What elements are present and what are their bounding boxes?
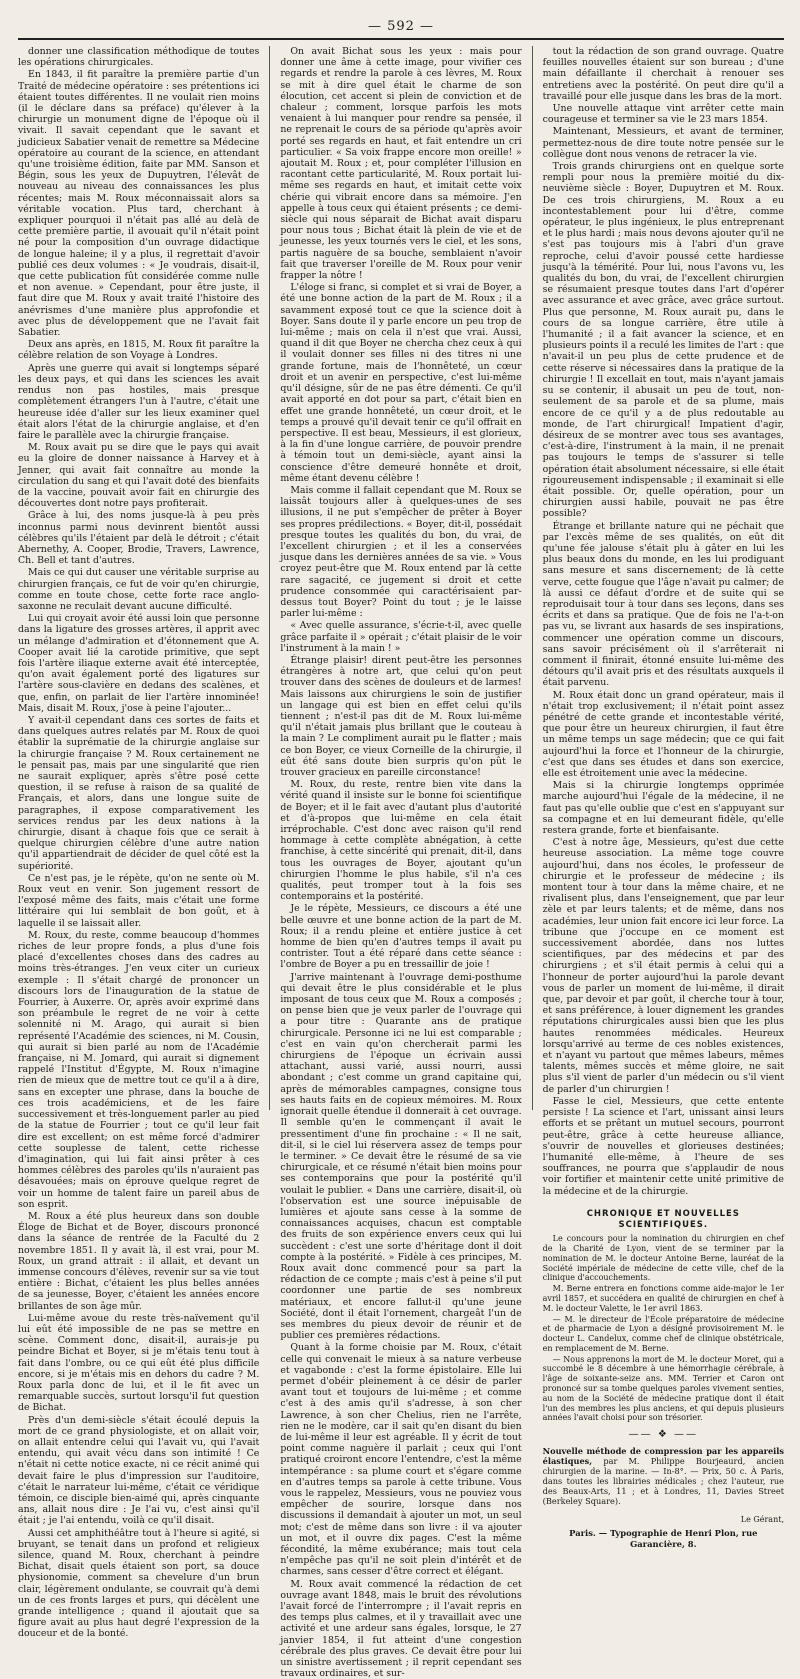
paragraph: M. Roux, du reste, comme beaucoup d'hommes riches de leur propre fonds, a plus d'une fois placé d'excellentes choses dans des cadres au moins très-étranges. J'en veux citer un curieux exemple : Il s'était chargé de prononcer un discours lors de l'inauguration de la statue de Fourrier, à Auxerre. Or, après avoir exprimé dans son préambule le regret de ne voir à cette solennité ni M. Arago, qui aurait si bien représenté l'Académie des sciences, ni M. Cousin, qui aurait si bien parlé au nom de l'Académie française, ni M. Jomard, qui aurait si dignement rappelé l'Institut d'Égypte, M. Roux n'imagine rien de mieux que de mettre tout ce qu'il a à dire, sans en excepter une phrase, dans la bouche de ces trois académiciens, et de les faire successivement et très-longuement parler au pied de la statue de Fourrier ; tout ce qu'il leur fait dire est excellent; on est même forcé d'admirer cette souplesse de talent, cette richesse d'imagination, qui lui fait ainsi prêter à ces hommes célèbres des paroles qu'ils n'auraient pas désavouées; mais on éprouve quelque regret de voir un homme de talent faire un pareil abus de son esprit. bbox=[18, 929, 260, 1210]
column-divider bbox=[269, 46, 270, 1110]
paragraph: Mais si la chirurgie longtemps opprimée marche aujourd'hui l'égale de la médecine, il ne faut pas qu'elle oublie que c'est en s'appuyant sur sa compagne et en lui demeurant fidèle, qu'elle restera grande, forte et bienfaisante. bbox=[542, 780, 784, 837]
book-announcement bbox=[543, 1446, 784, 1506]
paragraph: M. Roux a été plus heureux dans son double Éloge de Bichat et de Boyer, discours prononcé dans la séance de rentrée de la Faculté du 2 novembre 1851. Il y avait là, il est vrai, pour M. Roux, un grand attrait : il allait, et devant un immense concours d'élèves, revenir sur sa vie tout entière : Bichat, c'étaient les plus belles années de sa jeunesse, Boyer, c'étaient les années encore brillantes de son âge mûr. bbox=[18, 1210, 260, 1312]
news-item: — Nous apprenons la mort de M. le docteur Moret, qui a succombé le 8 décembre à une hémorrhagie cérébrale, à l'âge de soixante-seize ans. MM. Terrier et Caron ont prononcé sur sa tombe quelques paroles vivement senties, au nom de la Société de médecine pratique dont il était l'un des membres les plus anciens, et qui depuis plusieurs années l'avait choisi pour son trésorier. bbox=[542, 1354, 784, 1423]
paragraph: Trois grands chirurgiens ont en quelque sorte rempli pour nous la première moitié du dix-neuvième siècle : Boyer, Dupuytren et M. Roux. De ces trois chirurgiens, M. Roux a eu incontestablement pour lui d'être, comme opérateur, le plus ingénieux, le plus entreprenant et le plus hardi ; mais nous devons ajouter qu'il ne s'est pas toujours mis à l'abri d'un grave reproche, celui d'avoir poussé cette hardiesse jusqu'à la témérité. Pour lui, nous l'avons vu, les qualités du bon, du vrai, de l'excellent chirurgien se résumaient presque toutes dans l'art d'opérer avec assurance et avec grâce, avec grâce surtout. Plus que personne, M. Roux aurait pu, dans le cours de sa longue carrière, être utile à l'humanité ; il a fait avancer la science, et en plusieurs points il a reculé les limites de l'art : que n'avait-il un peu plus de cette prudence et de cette réserve si nécessaires dans la pratique de la chirurgie ! Il excellait en tout, mais n'ayant jamais su se contenir, il abusait un peu de tout, non-seulement de sa parole et de sa plume, mais encore de ce qu'il y a de plus redoutable au monde, de l'art chirurgical! Impatient d'agir, désireux de se montrer avec tous ses avantages, c'est-à-dire, l'instrument à la main, il ne prenait pas toujours le temps de s'assurer si telle opération était absolument nécessaire, si elle était rigoureusement indispensable ; il examinait si elle était possible. Or, quelle opération, pour un chirurgien aussi habile, pouvait ne pas être possible? bbox=[542, 161, 784, 520]
paragraph: M. Roux, du reste, rentre bien vite dans la vérité quand il insiste sur le bonne foi scientifique de Boyer; et il le fait avec d'autant plus d'autorité et d'à-propos que lui-même en cela était irréprochable. C'est donc avec raison qu'il rend hommage à cette complète abnégation, à cette franchise, à cette sincérité qui prenait, dit-il, dans tous les ouvrages de Boyer, ajoutant qu'un chirurgien l'homme le plus habile, s'il n'a ces qualités, peut tromper tout à la fois ses contemporains et la postérité. bbox=[280, 779, 522, 903]
paragraph: M. Roux avait pu se dire que le pays qui avait eu la gloire de donner naissance à Harvey et à Jenner, qui avait fait connaître au monde la circulation du sang et qui l'avait doté des bienfaits de la vaccine, pouvait avoir fait en chirurgie des découvertes dont notre pays profiterait. bbox=[18, 442, 260, 510]
news-item: — M. le directeur de l'École préparatoire de médecine et de pharmacie de Lyon a désigné provisoirement M. le docteur L. Candelux, comme chef de clinique obstétricale, en remplacement de M. Berne. bbox=[542, 1314, 784, 1353]
book-details: par M. Philippe Bourjeaurd, ancien chirurgien de la marine. — In-8°. — Prix, 50 c. À Paris, dans toutes les librairies médicales ; chez l'auteur, rue des Beaux-Arts, 11 ; et à Londres, 11, Davies Street (Berkeley Square). bbox=[542, 1456, 784, 1507]
gerant-signature: Le Gérant, bbox=[740, 1515, 784, 1525]
paragraph: Aussi cet amphithéâtre tout à l'heure si agité, si bruyant, se tenait dans un profond et religieux silence, quand M. Roux, cherchant à peindre Bichat, disait quels étaient son port, sa douce physionomie, comment sa chevelure d'un brun clair, légèrement ondulante, se couvrait qu'à demi un de ces fronts larges et purs, qui décèlent une grande intelligence ; quand il ajoutait que sa figure avait au plus haut degré l'expression de la douceur et de la bonté. bbox=[18, 1527, 260, 1640]
paragraph: Lui-même avoue du reste très-naïvement qu'il lui eût été impossible de ne pas se mettre en scène. Comment donc, disait-il, aurais-je pu peindre Bichat et Boyer, si je m'étais tenu tout à fait dans l'ombre, ou ce qui eût été plus difficile encore, si je m'étais mis en dehors du cadre ? M. Roux parla donc de lui, et il le fit avec un remarquable succès, surtout lorsqu'il fut question de Bichat. bbox=[18, 1312, 260, 1414]
header-rule bbox=[18, 38, 784, 40]
news-item: M. Berne entrera en fonctions comme aide-major le 1er avril 1857, et succédera en qualité de chirurgien en chef à M. le docteur Valette, le 1er avril 1863. bbox=[542, 1284, 784, 1313]
paragraph: M. Roux était donc un grand opérateur, mais il n'était trop exclusivement; il n'était point assez pénétré de cette grande et incontestable vérité, que pour être un heureux chirurgien, il faut être un même temps un sage médecin; que ce qui fait aujourd'hui la force et l'honneur de la chirurgie, c'est que dans ses études et dans son exercice, elle est étroitement unie avec la médecine. bbox=[542, 689, 784, 779]
paragraph: J'arrive maintenant à l'ouvrage demi-posthume qui devait être le plus considérable et le plus imposant de tous ceux que M. Roux a composés ; on pense bien que je veux parler de l'ouvrage qui a pour titre : Quarante ans de pratique chirurgicale. Personne ici ne lui est comparable ; c'est en vain qu'on chercherait parmi les chirurgiens de l'époque un écrivain aussi attachant, aussi varié, aussi nourri, aussi abondant ; c'est comme un grand capitaine qui, après de mémorables campagnes, consigne tous ses hauts faits en de copieux mémoires. M. Roux ignorait quelle étendue il donnerait à cet ouvrage. Il semble qu'en le commençant il avait le pressentiment d'une fin prochaine : « Il ne sait, dit-il, si le ciel lui réservera assez de temps pour le terminer. » Ce devait être le résumé de sa vie chirurgicale, et ce résumé n'était bien moins pour ses contemporains que pour la postérité qu'il voulait le publier. « Dans une carrière, disait-il, où l'observation est une source inépuisable de lumières et ajoute sans cesse à la somme de connaissances acquises, chacun est comptable des fruits de son expérience envers ceux qui lui succèdent : c'est une sorte d'héritage dont il doit compte à la postérité. » Fidèle à ces principes, M. Roux avait donc commencé pour sa part la rédaction de ce compte ; mais c'est à peine s'il put coordonner une partie de ses nombreux matériaux, et encore fallut-il qu'une jeune Société, dont il était l'ornement, chargeât l'un de ses membres du pieux devoir de réunir et de publier ces premières rédactions. bbox=[280, 971, 522, 1342]
column-left bbox=[18, 46, 260, 1640]
paragraph: Mais comme il fallait cependant que M. Roux se laissât toujours aller à quelques-unes de ses illusions, il ne put s'empêcher de prêter à Boyer ses propres prédilections. « Boyer, dit-il, possédait presque toutes les qualités du bon, du vrai, de l'excellent chirurgien ; et il les a conservées jusque dans les dernières années de sa vie. » Vous croyez peut-être que M. Roux entend par là cette rare sagacité, ce jugement si droit et cette prudence consommée qui caractérisaient par-dessus tout Boyer? Point du tout ; je le laisse parler lui-même : bbox=[280, 484, 522, 620]
paragraph: Y avait-il cependant dans ces sortes de faits et dans quelques autres relatés par M. Roux de quoi établir la suprématie de la chirurgie anglaise sur la chirurgie française ? M. Roux certainement ne le pensait pas, mais par une singularité que rien ne saurait expliquer, après s'être posé cette question, il se refuse à raison de sa qualité de Français, et alors, dans une longue suite de paragraphes, il expose comparativement les services rendus par les deux nations à la chirurgie, disant à chaque fois que ce serait à quelque chirurgien célèbre d'une autre nation qu'il appartiendrait de décider de quel côté est la supériorité. bbox=[18, 714, 260, 872]
paragraph: Étrange plaisir! dirent peut-être les personnes étrangères à notre art, que celui qu'on peut trouver dans des scènes de douleurs et de larmes! Mais laissons aux chirurgiens le soin de justifier un langage qui est bien en effet celui qu'ils tiennent ; n'est-il pas dit de M. Roux lui-même qu'il n'était jamais plus brillant que le couteau à la main ? Le compliment aurait pu le flatter ; mais ce bon Boyer, ce vieux Corneille de la chirurgie, il eût été sans doute bien surpris qu'on pût le trouver gracieux en pareille circonstance! bbox=[280, 654, 522, 778]
column-middle bbox=[280, 46, 522, 1679]
paragraph: « Avec quelle assurance, s'écrie-t-il, avec quelle grâce parfaite il » opérait ; c'était plaisir de le voir l'instrument à la main ! » bbox=[280, 620, 522, 654]
column-divider bbox=[532, 46, 533, 1110]
paragraph: Fasse le ciel, Messieurs, que cette entente persiste ! La science et l'art, unissant ainsi leurs efforts et se prêtant un mutuel secours, pourront peut-être, grâce à cette heureuse alliance, s'ouvrir de nouvelles et glorieuses destinées; l'humanité elle-même, à l'heure de ses souffrances, ne pourra que s'applaudir de nous voir fortifier et maintenir cette unité primitive de la médecine et de la chirurgie. bbox=[542, 1095, 784, 1197]
chronique-news bbox=[543, 1234, 784, 1423]
paragraph: En 1843, il fit paraître la première partie d'un Traité de médecine opératoire : ses prétentions ici étaient toutes différentes. Il ne voulait rien moins (il le déclare dans sa préface) qu'élever à la chirurgie un monument digne de l'époque où il vivait. Il savait cependant que le savant et judicieux Sabatier venait de remettre sa Médecine opératoire au courant de la science, en attendant qu'une troisième édition, faite par MM. Sanson et Bégin, sous les yeux de Dupuytren, l'élevât de nouveau au niveau des connaissances les plus récentes; mais M. Roux méconnaissait alors sa véritable vocation. Plus tard, cherchant à expliquer pourquoi il n'était pas allé au delà de cette première partie, il avouait qu'il n'était point né pour la composition d'un ouvrage didactique de longue haleine; il y a plus, il regrettait d'avoir publié ces deux volumes : « Je voudrais, disait-il, que cette publication fût considérée comme nulle et non avenue. » Cependant, pour être juste, il faut dire que M. Roux y avait traité l'histoire des anévrismes d'une manière plus approfondie et avec plus de développement que ne l'avait fait Sabatier. bbox=[18, 69, 260, 339]
paragraph: Près d'un demi-siècle s'était écoulé depuis la mort de ce grand physiologiste, et on allait voir, on allait entendre celui qui l'avait vu, qui l'avait entendu, qui avait vécu dans son intimité ! Ce n'était ni cette notice exacte, ni ce récit animé qui devait faire le plus d'impression sur l'auditoire, c'était le narrateur lui-même, c'était ce véridique témoin, ce disciple bien-aimé qui, après cinquante ans, allait nous dire : Je l'ai vu, c'est ainsi qu'il était ; je l'ai entendu, voilà ce qu'il disait. bbox=[18, 1414, 260, 1527]
text-columns bbox=[18, 46, 784, 1679]
book-title: Nouvelle méthode de compression par les appareils élastiques, bbox=[542, 1446, 784, 1467]
paragraph: donner une classification méthodique de toutes les opérations chirurgicales. bbox=[18, 46, 260, 69]
news-item: Le concours pour la nomination du chirurgien en chef de la Charité de Lyon, vient de se terminer par la nomination de M. le docteur Antoine Berne, lauréat de la Société impériale de médecine de cette ville, chef de la clinique d'accouchements. bbox=[542, 1234, 784, 1283]
paragraph: Ce n'est pas, je le répète, qu'on ne sente où M. Roux veut en venir. Son jugement ressort de l'exposé même des faits, mais c'était une forme littéraire qui lui semblait de bon goût, et à laquelle il se laissait aller. bbox=[18, 872, 260, 929]
paragraph: M. Roux avait commencé la rédaction de cet ouvrage avant 1848, mais le bruit des révolutions l'avait forcé de l'interrompre ; il l'avait repris en des temps plus calmes, et il y travaillait avec une activité et une ardeur sans égales, lorsque, le 27 janvier 1854, il fut atteint d'une congestion cérébrale des plus graves. Ce devait être pour lui un sinistre avertissement ; il reprit cependant ses travaux ordinaires, et sur- bbox=[280, 1578, 522, 1679]
paragraph: Une nouvelle attaque vint arrêter cette main courageuse et terminer sa vie le 23 mars 1854. bbox=[542, 103, 784, 126]
paragraph: Je le répète, Messieurs, ce discours a été une belle œuvre et une bonne action de la part de M. Roux; il a rendu pleine et entière justice à cet homme de bien qu'en d'autres temps il avait pu contrister. Tout a été réparé dans cette séance : l'ombre de Boyer a pu en tressaillir de joie ! bbox=[280, 903, 522, 971]
eulogy-ending bbox=[543, 46, 784, 1197]
paragraph: Mais ce qui dut causer une véritable surprise au chirurgien français, ce fut de voir qu'en chirurgie, comme en toute chose, cette forte race anglo-saxonne ne reculait devant aucune difficulté. bbox=[18, 567, 260, 612]
paragraph: On avait Bichat sous les yeux : mais pour donner une âme à cette image, pour vivifier ces regards et rendre la parole à ces lèvres, M. Roux se mit à dire quel était le charme de son élocution, cet accent si plein de conviction et de chaleur ; comment, lorsque parfois les mots venaient à lui manquer pour rendre sa pensée, il ne reprenait le cours de sa période qu'après avoir porté ses regards en haut, et fait entendre un cri particulier. « Sa voix frappe encore mon oreille! » ajoutait M. Roux ; et, pour compléter l'illusion en racontant cette particularité, M. Roux portait lui-même ses regards en haut, et imitait cette voix chérie qui vibrait encore dans sa mémoire. J'en appelle à tous ceux qui étaient présents ; ce demi-siècle qui nous séparait de Bichat avait disparu pour nous tous ; Bichat était là plein de vie et de jeunesse, les yeux tournés vers le ciel, et les sons, partis naguère de sa bouche, semblaient n'avoir fait que traverser l'oreille de M. Roux pour venir frapper la nôtre ! bbox=[280, 46, 522, 282]
paragraph: Grâce à lui, des noms jusque-là à peu près inconnus parmi nous devinrent bientôt aussi célèbres qu'ils l'étaient par delà le détroit ; c'était Abernethy, A. Cooper, Brodie, Travers, Lawrence, Ch. Bell et tant d'autres. bbox=[18, 510, 260, 567]
printer-line: Paris. — Typographie de Henri Plon, rue Garancière, 8. bbox=[569, 1527, 758, 1549]
page-number: — 592 — bbox=[367, 19, 435, 34]
paragraph: Lui qui croyait avoir été aussi loin que personne dans la ligature des grosses artères, il apprit avec un mélange d'admiration et d'étonnement que A. Cooper avait lié la carotide primitive, que sept fois l'artère iliaque externe avait été interceptée, qu'on avait également porté des ligatures sur l'artère sous-clavière en dedans des scalènes, et que, enfin, on parlait de lier l'artère innominée! Mais, disait M. Roux, j'ose à peine l'ajouter... bbox=[18, 613, 260, 714]
paragraph: Deux ans après, en 1815, M. Roux fit paraître la célèbre relation de son Voyage à Londres. bbox=[18, 339, 260, 362]
chronique-title: CHRONIQUE ET NOUVELLES SCIENTIFIQUES. bbox=[586, 1208, 740, 1230]
paragraph: tout la rédaction de son grand ouvrage. Quatre feuilles nouvelles étaient sur son bureau ; d'une main défaillante il cherchait à renouer ses entretiens avec la postérité. On peut dire qu'il a travaillé pour elle jusque dans les bras de la mort. bbox=[542, 46, 784, 102]
column-right bbox=[542, 46, 784, 1549]
paragraph: Maintenant, Messieurs, et avant de terminer, permettez-nous de dire toute notre pensée sur le collègue dont nous venons de retracer la vie. bbox=[542, 126, 784, 160]
paragraph: Quant à la forme choisie par M. Roux, c'était celle qui convenait le mieux à sa nature verbeuse et vagabonde : c'est la forme épistolaire. Elle lui permet d'obéir pleinement à ce désir de parler avant tout et toujours de lui-même ; et comme c'est à des amis qu'il s'adresse, à son cher Lawrence, à son cher Chelius, rien ne l'arrête, rien ne le modère, car il sait qu'en disant du bien de lui-même il leur est agréable. Il y écrit de tout point comme naguère il parlait ; ceux qui l'ont pratiqué croiront encore l'entendre, c'est la même intempérance : sa plume court et s'égare comme en d'autres temps sa parole à cette tribune. Vous vous le rappelez, Messieurs, vous ne pouviez vous empêcher de sourire, lorsque dans nos discussions il demandait à ajouter un mot, un seul mot; c'est de même dans son livre : il va ajouter un mot, et il ouvre dix pages. C'est la même fécondité, la même exubérance; mais tout cela n'empêche pas qu'il ne soit plein d'intérêt et de charmes, sans cesser d'être correct et élégant. bbox=[280, 1342, 522, 1578]
paragraph: Étrange et brillante nature qui ne péchait que par l'excès même de ses qualités, on eût dit qu'une fée jalouse s'était plu à gâter en lui les plus beaux dons du monde, en les lui prodiguant sans mesure et sans discernement; de là cette verve, cette fougue que l'âge n'avait pu calmer; de là aussi ce défaut d'ordre et de suite qui se reproduisait tour à tour dans ses leçons, dans ses écrits et dans sa pratique. Que de fois ne l'a-t-on pas vu, se livrant aux hasards de ses inspirations, commencer une opération comme un discours, sans savoir précisément où il s'arrêterait ni comment il finirait, étonné ensuite lui-même des détours qu'il avait pris et des résultats auxquels il était parvenu. bbox=[542, 520, 784, 689]
paragraph: L'éloge si franc, si complet et si vrai de Boyer, a été une bonne action de la part de M. Roux ; il a savamment exposé tout ce que la science doit à Boyer. Sans doute il y parle encore un peu trop de lui-même ; mais on cela il n'est que vrai. Aussi, quand il dit que Boyer ne chercha chez ceux à qui il voulait donner ses filles ni des titres ni une grande fortune, mais de l'honnêteté, un cœur droit et un avenir en perspective, c'est lui-même qu'il désigne, sûr de ne pas être démenti. Ce qu'il avait apporté en dot pour sa part, c'était bien en effet une grande honnêteté, un cœur droit, et le temps a prouvé qu'il devait tenir ce qu'il offrait en perspective. Il est beau, Messieurs, il est glorieux, à la fin d'une longue carrière, de pouvoir prendre à témoin tout un demi-siècle, ayant ainsi la conscience d'être demeuré honnête et droit, même étant devenu célèbre ! bbox=[280, 282, 522, 484]
paragraph: C'est à notre âge, Messieurs, qu'est due cette heureuse association. La même toge couvre aujourd'hui, dans nos écoles, le professeur de chirurgie et le professeur de médecine ; ils montent tour à tour dans la même chaire, et ne rivalisent plus, dans l'enseignement, que par leur zèle et par leurs talents; et de même, dans nos académies, leur union fait encore ici leur force. La tribune que j'occupe en ce moment est successivement abordée, dans nos luttes scientifiques, par des médecins et par des chirurgiens ; et s'il était permis à celui qui a l'honneur de porter aujourd'hui la parole devant vous de parler un moment de lui-même, il dirait que, par devoir et par goût, il cherche tour à tour, et sans préférence, à louer dignement les grandes réputations chirurgicales aussi bien que les plus hautes renommées médicales. Heureux lorsqu'arrivé au terme de ces nobles existences, et n'ayant vu partout que mêmes labeurs, mêmes talents, mêmes succès et même gloire, ne sait plus s'il vient de parler d'un médecin ou s'il vient de parler d'un chirurgien ! bbox=[542, 837, 784, 1095]
paragraph: Après une guerre qui avait si longtemps séparé les deux pays, et qui dans les sciences les avait rendus non pas hostiles, mais presque complètement étrangers l'un à l'autre, c'était une heureuse idée d'aller sur les lieux examiner quel était alors l'état de la chirurgie anglaise, et d'en faire le parallèle avec la chirurgie française. bbox=[18, 362, 260, 441]
ornament-divider: —— ❖ —— bbox=[628, 1429, 698, 1441]
